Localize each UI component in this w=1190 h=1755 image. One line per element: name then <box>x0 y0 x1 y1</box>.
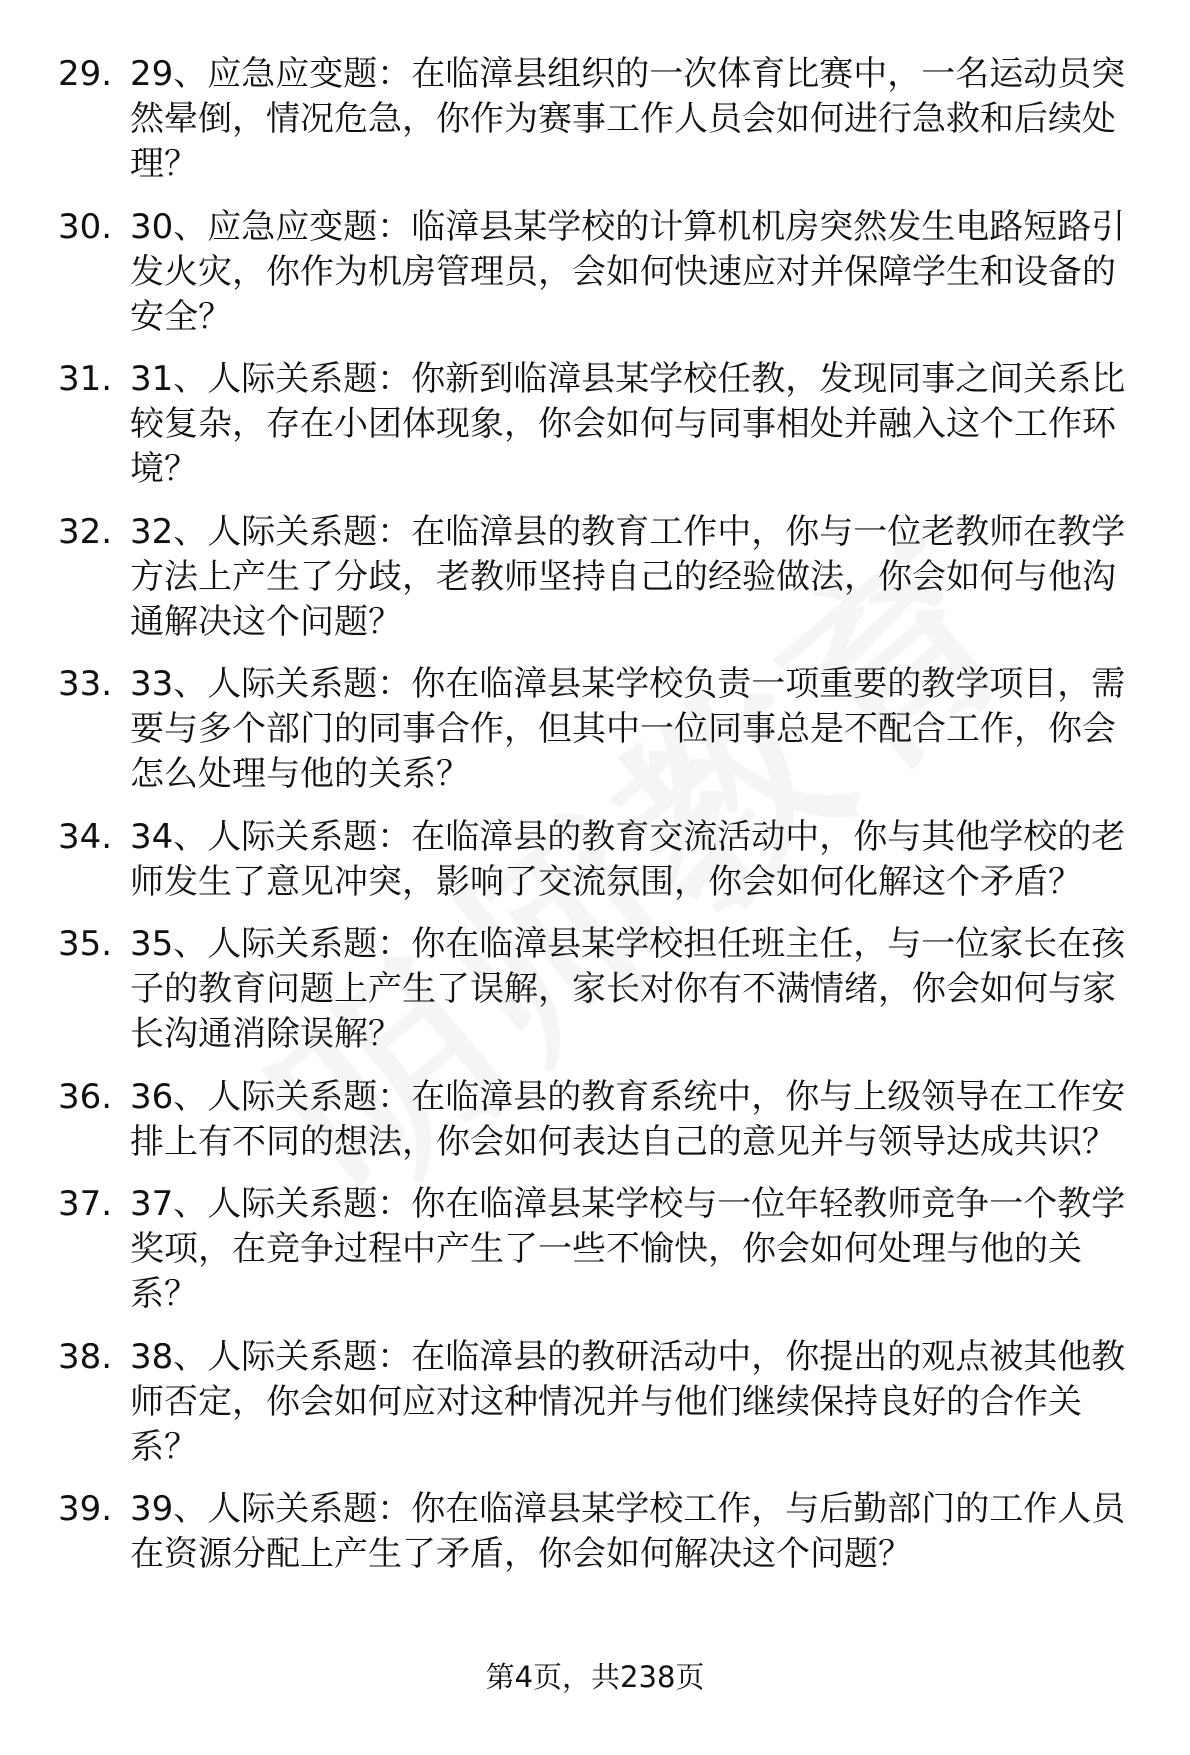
question-number: 30. <box>58 206 113 247</box>
list-item <box>58 52 1148 187</box>
list-item <box>58 1075 1148 1165</box>
question-text: 39、人际关系题：你在临漳县某学校工作，与后勤部门的工作人员在资源分配上产生了矛盾，你会如何解决这个问题？ <box>130 1489 1126 1574</box>
question-text: 35、人际关系题：你在临漳县某学校担任班主任，与一位家长在孩子的教育问题上产生了误解，家长对你有不满情绪，你会如何与家长沟通消除误解？ <box>130 924 1126 1054</box>
list-item <box>58 1335 1148 1470</box>
question-text: 38、人际关系题：在临漳县的教研活动中，你提出的观点被其他教师否定，你会如何应对这种情况并与他们继续保持良好的合作关系？ <box>130 1336 1126 1467</box>
list-item <box>58 510 1148 645</box>
question-number: 34. <box>58 816 113 857</box>
question-number: 35. <box>58 924 113 964</box>
list-item <box>58 357 1148 492</box>
question-text: 37、人际关系题：你在临漳县某学校与一位年轻教师竞争一个教学奖项，在竞争过程中产生了一些不愉快，你会如何处理与他的关系？ <box>130 1184 1126 1314</box>
question-text: 31、人际关系题：你新到临漳县某学校任教，发现同事之间关系比较复杂，存在小团体现象，你会如何与同事相处并融入这个工作环境？ <box>130 359 1126 489</box>
question-number: 37. <box>58 1184 113 1224</box>
page-footer: 第4页，共238页 <box>485 1660 705 1694</box>
list-item <box>58 1487 1148 1577</box>
question-text: 32、人际关系题：在临漳县的教育工作中，你与一位老教师在教学方法上产生了分歧，老教师坚持自己的经验做法，你会如何与他沟通解决这个问题？ <box>130 511 1126 642</box>
question-number: 29. <box>58 54 113 94</box>
question-text: 30、应急应变题：临漳县某学校的计算机机房突然发生电路短路引发火灾，你作为机房管理员，会如何快速应对并保障学生和设备的安全？ <box>130 206 1126 337</box>
list-item <box>58 922 1148 1057</box>
question-number: 36. <box>58 1076 113 1117</box>
question-text: 36、人际关系题：在临漳县的教育系统中，你与上级领导在工作安排上有不同的想法，你会如何表达自己的意见并与领导达成共识？ <box>130 1076 1126 1162</box>
question-number: 38. <box>58 1336 113 1377</box>
question-number: 39. <box>58 1489 113 1529</box>
question-number: 33. <box>58 664 113 704</box>
question-text: 34、人际关系题：在临漳县的教育交流活动中，你与其他学校的老师发生了意见冲突，影响了交流氛围，你会如何化解这个矛盾？ <box>130 816 1126 902</box>
list-item <box>58 1182 1148 1317</box>
question-number: 32. <box>58 511 113 552</box>
list-item <box>58 815 1148 905</box>
question-text: 29、应急应变题：在临漳县组织的一次体育比赛中，一名运动员突然晕倒，情况危急，你作为赛事工作人员会如何进行急救和后续处理？ <box>130 54 1126 184</box>
list-item <box>58 662 1148 797</box>
question-number: 31. <box>58 359 113 399</box>
question-text: 33、人际关系题：你在临漳县某学校负责一项重要的教学项目，需要与多个部门的同事合作，但其中一位同事总是不配合工作，你会怎么处理与他的关系？ <box>130 664 1126 794</box>
question-list <box>58 52 1148 1595</box>
list-item <box>58 205 1148 340</box>
